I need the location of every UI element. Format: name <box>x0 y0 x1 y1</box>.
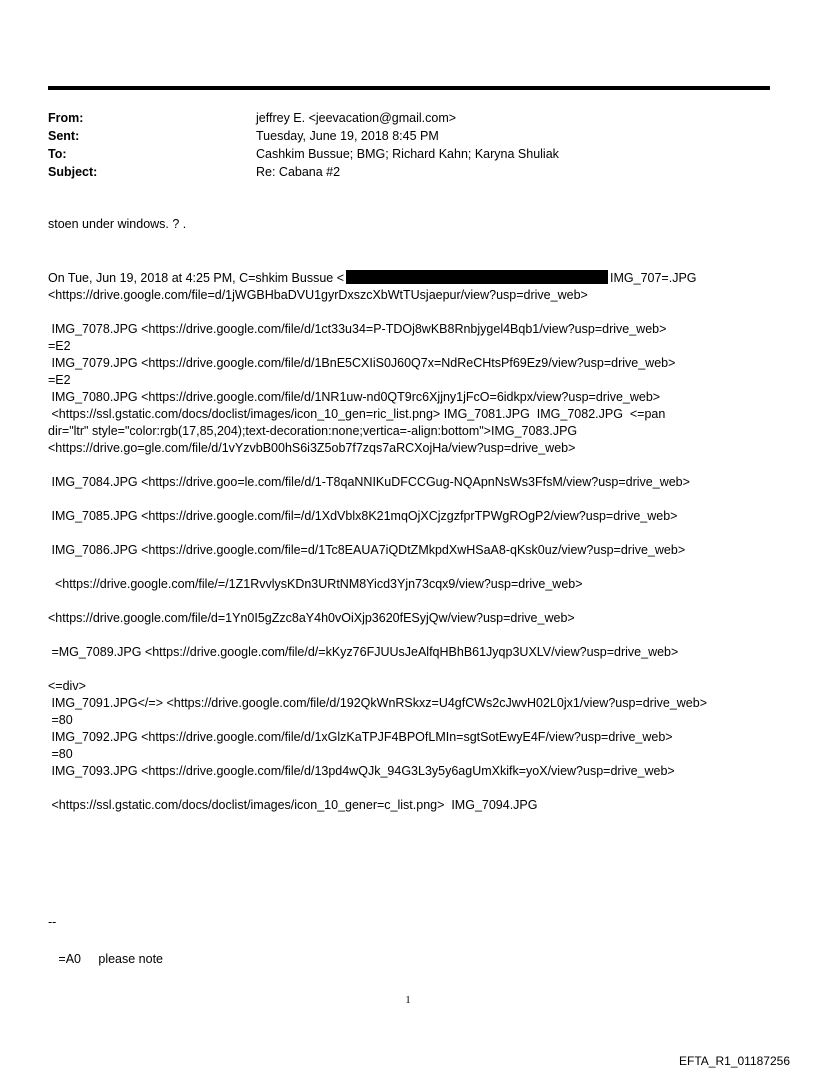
quoted-line: IMG_7084.JPG <https://drive.goo=le.com/file/d/1-T8qaNNIKuDFCCGug-NQApnNsWs3FfsM/view?usp=drive_web> <box>48 475 690 489</box>
quoted-line: <https://drive.go=gle.com/file/d/1vYzvbB00hS6i3Z5ob7f7zqs7aRCXojHa/view?usp=drive_web> <box>48 441 576 455</box>
quoted-line <box>48 491 778 508</box>
sent-row <box>48 127 768 145</box>
quoted-message <box>48 287 778 814</box>
subject-value: Re: Cabana #2 <box>256 165 341 179</box>
redaction-box <box>346 270 608 284</box>
quoted-line <box>48 780 778 797</box>
quoted-line: =E2 <box>48 339 71 353</box>
quoted-line: =E2 <box>48 373 71 387</box>
quoted-line: =MG_7089.JPG <https://drive.google.com/file/d/=kKyz76FJUUsJeAlfqHBhB61Jyqp3UXLV/view?usp=drive_web> <box>48 645 679 659</box>
sent-value: Tuesday, June 19, 2018 8:45 PM <box>256 129 439 143</box>
quoted-line <box>48 593 778 610</box>
from-value: jeffrey E. <jeevacation@gmail.com> <box>256 111 457 125</box>
email-header <box>48 109 768 181</box>
quoted-line <box>48 559 778 576</box>
quoted-line: IMG_7085.JPG <https://drive.google.com/fil=/d/1XdVblx8K21mqOjXCjzgzfprTPWgROgP2/view?usp=drive_web> <box>48 509 678 523</box>
from-label: From: <box>48 111 84 125</box>
page-number: 1 <box>405 994 411 1006</box>
quoted-line: <https://drive.google.com/file=d/1jWGBHbaDVU1gyrDxszcXbWtTUsjaepur/view?usp=drive_web> <box>48 288 588 302</box>
quoted-line: <https://drive.google.com/file/d=1Yn0I5gZzc8aY4h0vOiXjp3620fESyjQw/view?usp=drive_web> <box>48 611 575 625</box>
quoted-line: <https://ssl.gstatic.com/docs/doclist/images/icon_10_gen=ric_list.png> IMG_7081.JPG IMG_7082.JPG <=pan <box>48 407 666 421</box>
quoted-line <box>48 457 778 474</box>
to-value: Cashkim Bussue; BMG; Richard Kahn; Karyna Shuliak <box>256 147 559 161</box>
quote-intro-text: On Tue, Jun 19, 2018 at 4:25 PM, C=shkim Bussue < <box>48 271 345 285</box>
quoted-line <box>48 304 778 321</box>
reply-text: stoen under windows. ? . <box>48 217 187 231</box>
quoted-line: IMG_7091.JPG</=> <https://drive.google.com/file/d/192QkWnRSkxz=U4gfCWs2cJwvH02L0jx1/view?usp=drive_web> <box>48 696 708 710</box>
to-row <box>48 145 768 163</box>
quoted-line: IMG_7086.JPG <https://drive.google.com/file=d/1Tc8EAUA7iQDtZMkpdXwHSaA8-qKsk0uz/view?usp=drive_web> <box>48 543 686 557</box>
quoted-line: =80 <box>48 747 73 761</box>
quoted-line <box>48 627 778 644</box>
to-label: To: <box>48 147 67 161</box>
sent-label: Sent: <box>48 129 80 143</box>
quoted-line <box>48 661 778 678</box>
quoted-line: <=div> <box>48 679 86 693</box>
top-rule <box>48 86 770 90</box>
quoted-line: IMG_7092.JPG <https://drive.google.com/file/d/1xGlzKaTPJF4BPOfLMIn=sgtSotEwyE4F/view?usp=drive_web> <box>48 730 673 744</box>
quote-intro-after: IMG_707=.JPG <box>610 271 697 285</box>
quoted-line: IMG_7080.JPG <https://drive.google.com/file/d/1NR1uw-nd0QT9rc6Xjjny1jFcO=6idkpx/view?usp=drive_web> <box>48 390 661 404</box>
signature-note: =A0 please note <box>48 952 164 966</box>
quoted-line: <https://ssl.gstatic.com/docs/doclist/images/icon_10_gener=c_list.png> IMG_7094.JPG <box>48 798 538 812</box>
signature-separator: -- <box>48 915 57 929</box>
quoted-line: <https://drive.google.com/file/=/1Z1RvvlysKDn3URtNM8Yicd3Yjn73cqx9/view?usp=drive_web> <box>48 577 583 591</box>
quoted-line: IMG_7079.JPG <https://drive.google.com/file/d/1BnE5CXIiS0J60Q7x=NdReCHtsPf69Ez9/view?usp=drive_web> <box>48 356 676 370</box>
quoted-line: IMG_7078.JPG <https://drive.google.com/file/d/1ct33u34=P-TDOj8wKB8Rnbjygel4Bqb1/view?usp=drive_web> <box>48 322 667 336</box>
subject-row <box>48 163 768 181</box>
quoted-line: IMG_7093.JPG <https://drive.google.com/file/d/13pd4wQJk_94G3L3y5y6agUmXkifk=yoX/view?usp=drive_web> <box>48 764 675 778</box>
bates-number: EFTA_R1_01187256 <box>679 1054 790 1068</box>
quoted-line: =80 <box>48 713 73 727</box>
subject-label: Subject: <box>48 165 98 179</box>
quoted-line: dir="ltr" style="color:rgb(17,85,204);text-decoration:none;vertica=-align:bottom">IMG_7083.JPG <box>48 424 578 438</box>
quote-intro <box>48 270 778 287</box>
quoted-line <box>48 525 778 542</box>
from-row <box>48 109 768 127</box>
